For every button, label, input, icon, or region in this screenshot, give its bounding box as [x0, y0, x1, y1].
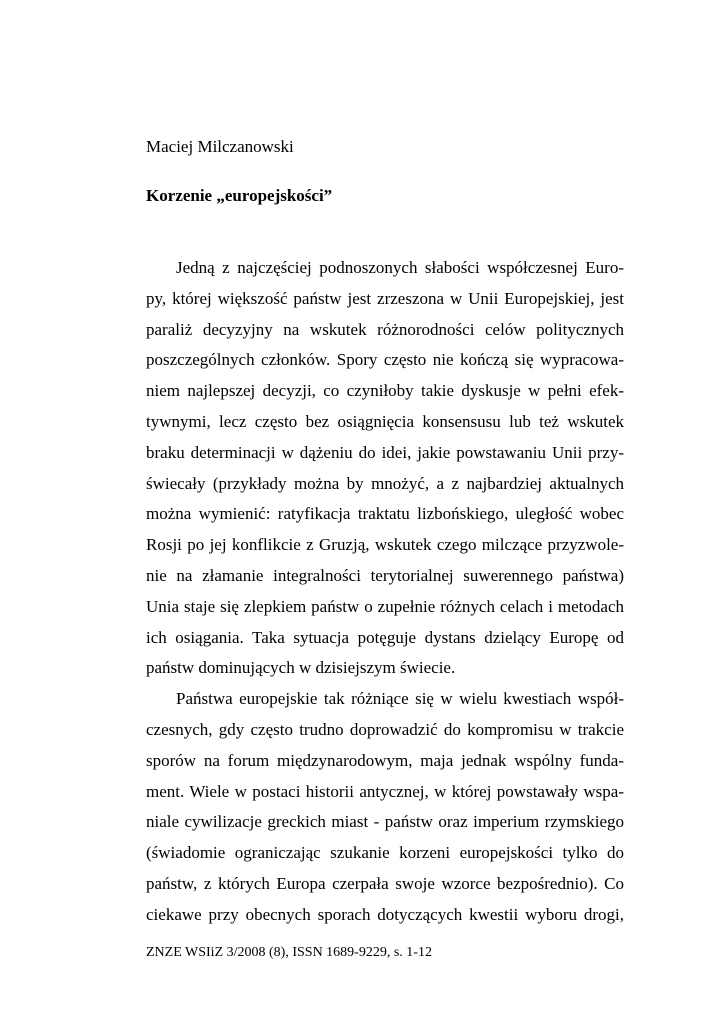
- text-line: ciekawe przy obecnych sporach dotyczących kwestii wyboru drogi,: [146, 904, 624, 924]
- text-line: państw, z których Europa czerpała swoje wzorce bezpośrednio). Co: [146, 873, 624, 893]
- text-line: państw dominujących w dzisiejszym świecie.: [146, 658, 456, 678]
- article-body: [146, 253, 624, 931]
- text-line: można wymienić: ratyfikacja traktatu lizbońskiego, uległość wobec: [146, 504, 624, 524]
- text-line: braku determinacji w dążeniu do idei, jakie powstawaniu Unii przy-: [146, 442, 624, 462]
- text-line: tywnymi, lecz często bez osiągnięcia konsensusu lub też wskutek: [146, 411, 624, 431]
- text-line: (świadomie ograniczając szukanie korzeni europejskości tylko do: [146, 843, 624, 863]
- text-line: sporów na forum międzynarodowym, maja jednak wspólny funda-: [146, 750, 624, 770]
- text-line: paraliż decyzyjny na wskutek różnorodności celów politycznych: [146, 319, 624, 339]
- text-line: świecały (przykłady można by mnożyć, a z najbardziej aktualnych: [146, 473, 624, 493]
- text-line: niale cywilizacje greckich miast - państw oraz imperium rzymskiego: [146, 812, 624, 832]
- text-line: Jedną z najczęściej podnoszonych słabości współczesnej Euro-: [176, 258, 624, 277]
- text-line: nie na złamanie integralności terytorialnej suwerennego państwa): [146, 565, 624, 585]
- text-line: Unia staje się zlepkiem państw o zupełnie różnych celach i metodach: [146, 596, 624, 616]
- text-line: Państwa europejskie tak różniące się w wielu kwestiach współ-: [176, 689, 624, 709]
- text-line: poszczególnych członków. Spory często nie kończą się wypracowa-: [146, 350, 624, 370]
- text-line: ich osiągania. Taka sytuacja potęguje dystans dzielący Europę od: [146, 627, 624, 647]
- text-line: niem najlepszej decyzji, co czyniłoby takie dyskusje w pełni efek-: [146, 381, 624, 401]
- text-line: py, której większość państw jest zrzeszona w Unii Europejskiej, jest: [146, 288, 624, 308]
- footer-citation: ZNZE WSIiZ 3/2008 (8), ISSN 1689-9229, s. 1-12: [146, 945, 432, 960]
- text-line: czesnych, gdy często trudno doprowadzić do kompromisu w trakcie: [146, 719, 624, 739]
- text-line: Rosji po jej konflikcie z Gruzją, wskutek czego milczące przyzwole-: [146, 535, 624, 555]
- article-title: Korzenie „europejskości”: [146, 186, 333, 205]
- author-name: Maciej Milczanowski: [146, 137, 294, 156]
- text-line: ment. Wiele w postaci historii antycznej, w której powstawały wspa-: [146, 781, 624, 801]
